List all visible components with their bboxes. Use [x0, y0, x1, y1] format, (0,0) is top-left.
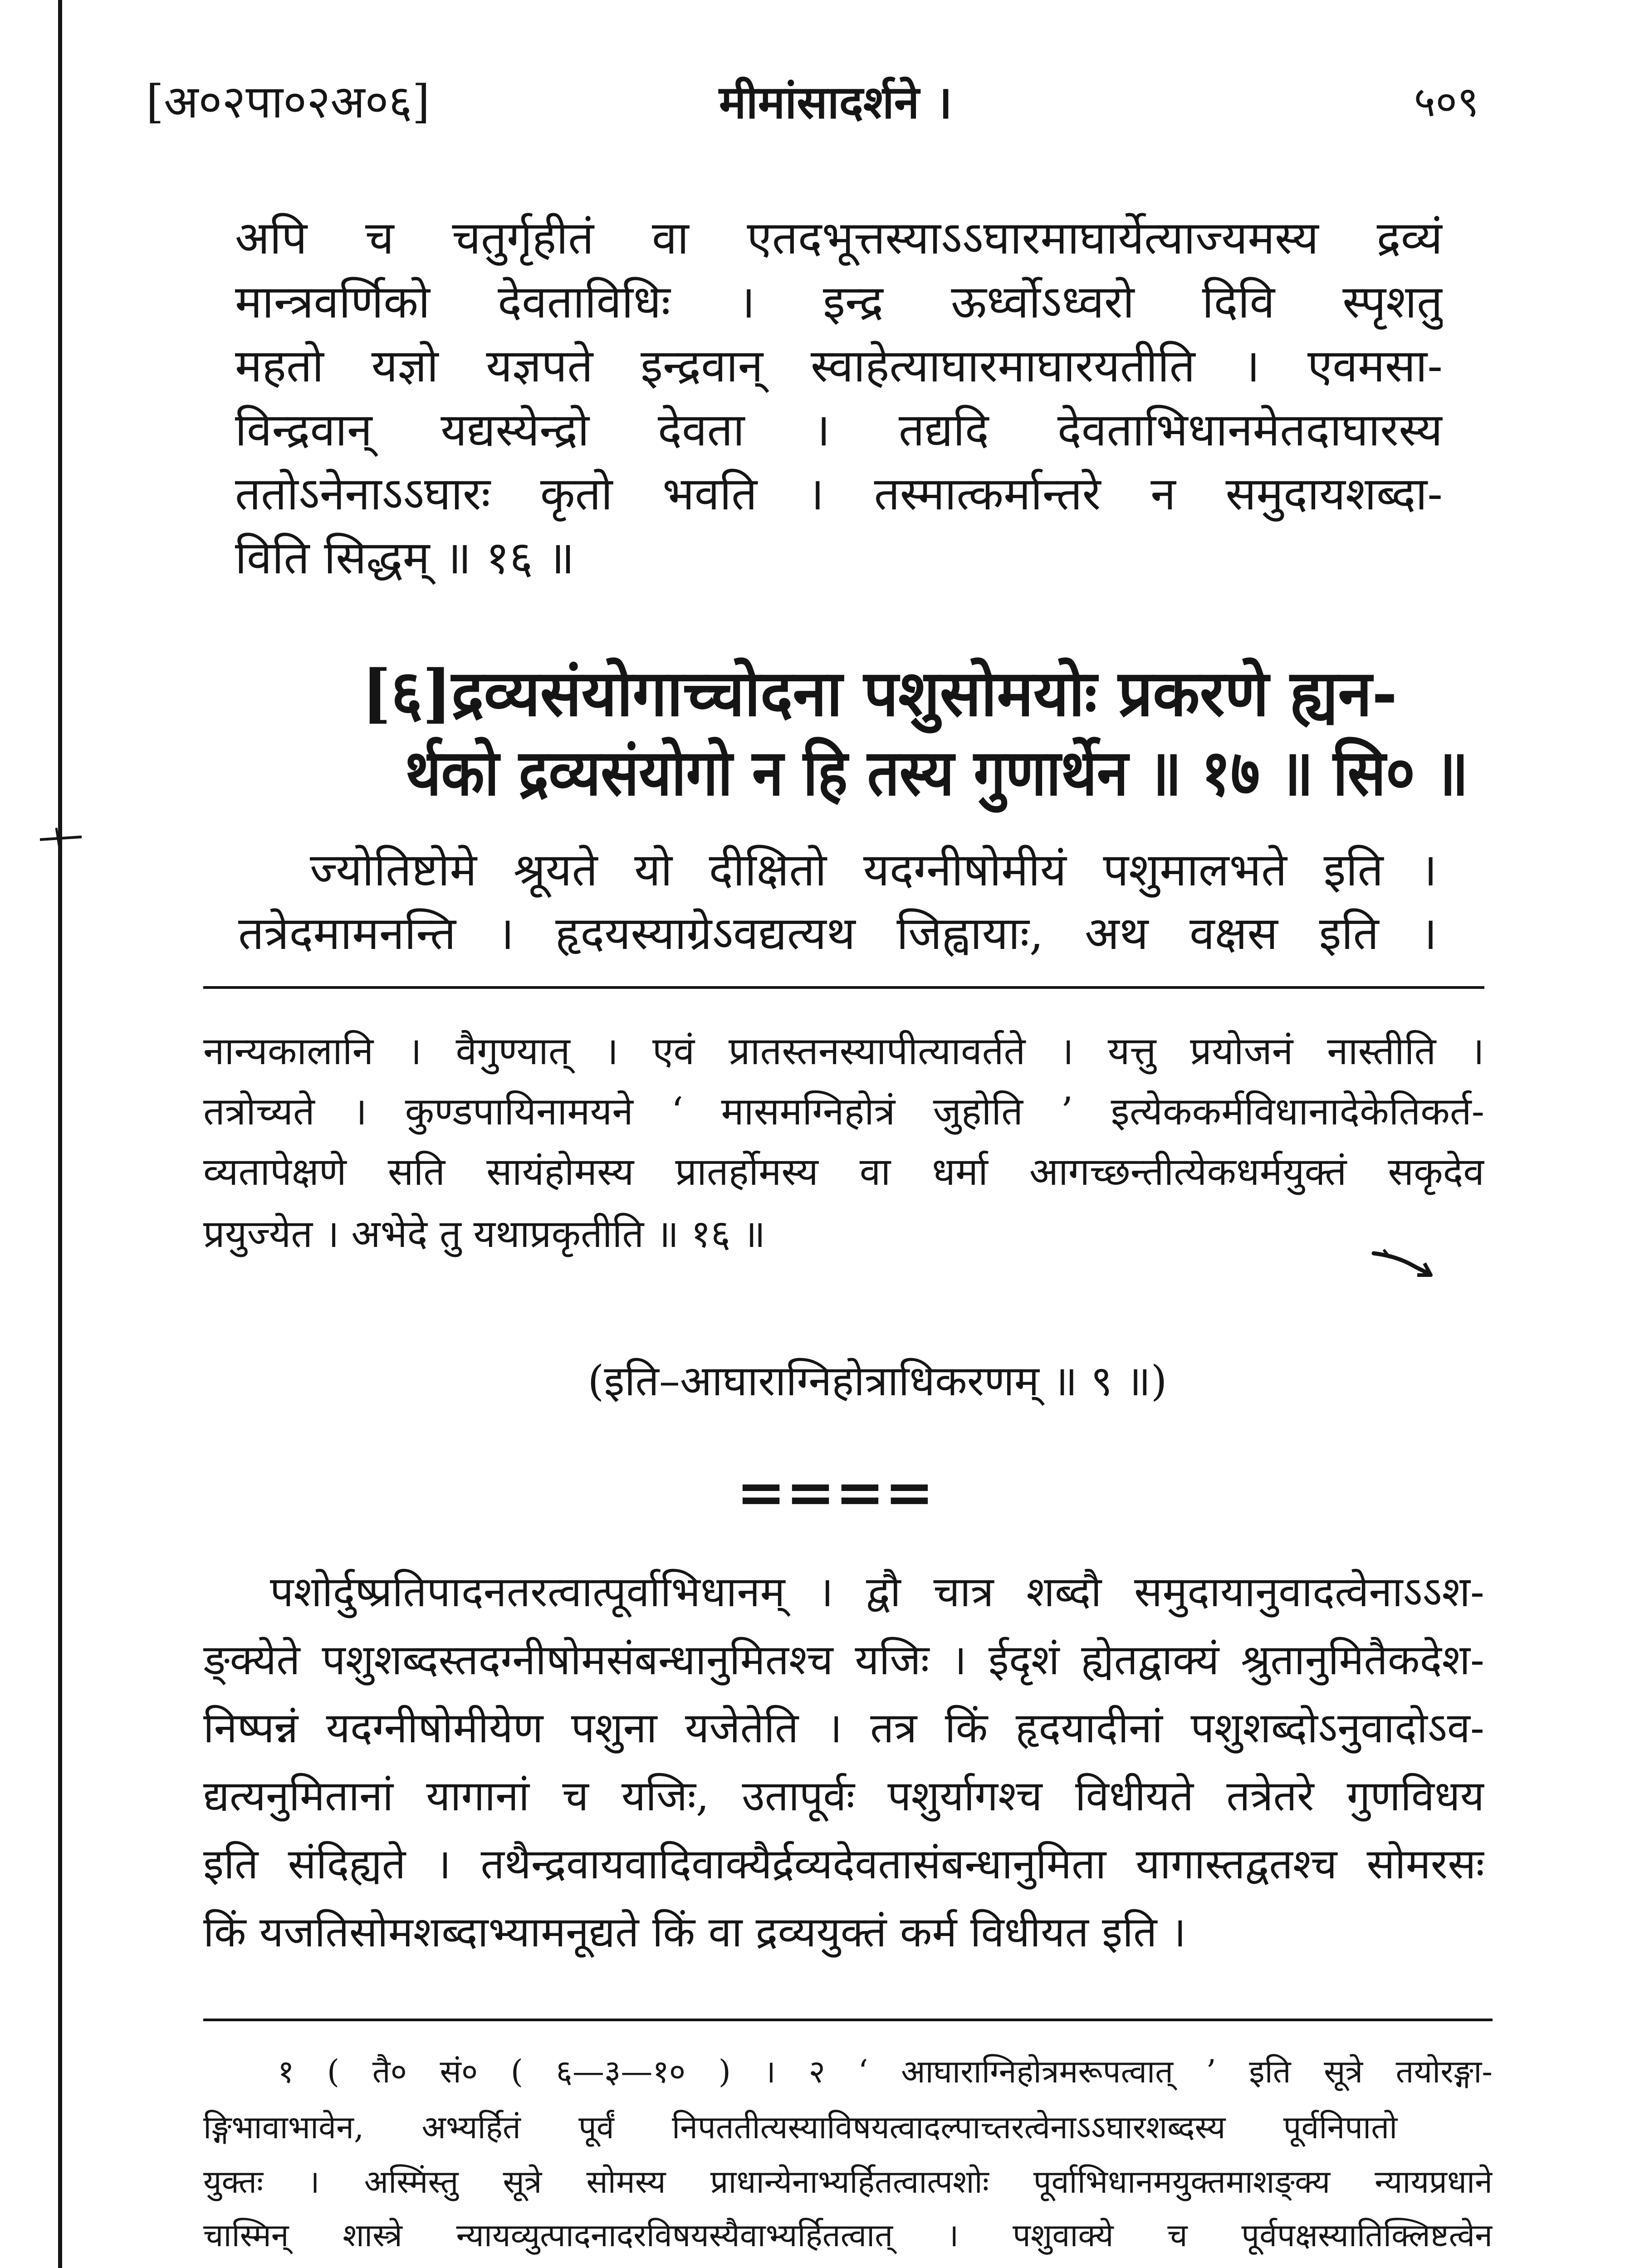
tika-line — [203, 1083, 1484, 1140]
line-text: मान्त्रवर्णिको देवताविधिः । इन्द्र ऊर्ध्वोऽध्वरो दिवि स्पृशतु — [235, 275, 1443, 328]
running-head-title — [609, 73, 1062, 132]
line-text: ङ्क्येते पशुशब्दस्तदग्नीषोमसंबन्धानुमितश्च यजिः । ईदृशं ह्येतद्वाक्यं श्रुतानुमितैकदेश- — [203, 1636, 1484, 1684]
footnote-line — [203, 2157, 1493, 2207]
page-number-text: ५०९ — [1414, 78, 1479, 126]
tika-line — [203, 1696, 1484, 1760]
line-text: युक्तः । अस्मिंस्तु सूत्रे सोमस्य प्राधान्येनाभ्यर्हितत्वात्पशोः पूर्वाभिधानमयुक्तमाशङ्क्य न्यायप्रधाने — [203, 2163, 1493, 2200]
sutra-line — [405, 733, 1468, 813]
tika-line — [203, 1023, 1484, 1080]
line-text: विन्द्रवान् यद्यस्येन्द्रो देवता । तद्यदि देवताभिधानमेतदाघारस्य — [235, 403, 1443, 456]
footnote-line — [203, 2102, 1493, 2152]
commentary-line — [235, 206, 1443, 270]
commentary-line — [235, 398, 1443, 462]
line-text: किं यजतिसोमशब्दाभ्यामनूद्यते किं वा द्रव्ययुक्तं कर्म विधीयत इति । — [203, 1908, 1186, 1956]
tika-line — [203, 1628, 1484, 1692]
footnote-line — [203, 2210, 1493, 2260]
text-divider-rule — [203, 986, 1484, 989]
line-text: निष्पन्नं यदग्नीषोमीयेण पशुना यजेतेति । तत्र किं हृदयादीनां पशुशब्दोऽनुवादोऽव- — [203, 1704, 1484, 1752]
tika-line — [203, 1765, 1484, 1828]
left-margin-border-line — [58, 0, 62, 2268]
line-text: पशोर्दुष्प्रतिपादनतरत्वात्पूर्वाभिधानम् । द्वौ चात्र शब्दौ समुदायानुवादत्वेनाऽऽश- — [270, 1568, 1484, 1616]
tika-line — [203, 1901, 1484, 1964]
running-head-section-ref — [146, 73, 600, 132]
line-text: विति सिद्धम् ॥ १६ ॥ — [235, 531, 575, 584]
adhikarana-end-text: (इति–आघाराग्निहोत्राधिकरणम् ॥ ९ ॥) — [587, 1357, 1167, 1405]
section-divider — [699, 1463, 971, 1522]
line-text: चास्मिन् शास्त्रे न्यायव्युत्पादनादरविषयस्यैवाभ्यर्हितत्वात् । पशुवाक्ये च पूर्वपक्षस्यातिक्लिष्टत्वेन — [203, 2217, 1493, 2254]
page-number — [1343, 73, 1479, 132]
line-text: द्यत्यनुमितानां यागानां च यजिः, उतापूर्वः पशुर्यागश्च विधीयते तत्रेतरे गुणविधय — [203, 1772, 1484, 1820]
tika-line — [270, 1560, 1484, 1624]
line-text: ङ्गिभावाभावेन, अभ्यर्हितं पूर्वं निपततीत्यस्याविषयत्वादल्पाच्तरत्वेनाऽऽघारशब्दस्य पूर्वनिपातो — [203, 2109, 1398, 2146]
line-text: व्यतापेक्षणे सति सायंहोमस्य प्रातर्होमस्य वा धर्मा आगच्छन्तीत्येकधर्मयुक्तं सकृदेव — [203, 1149, 1484, 1194]
sutra-text: र्थको द्रव्यसंयोगो न हि तस्य गुणार्थेन ॥ १७ ॥ सि० ॥ — [405, 736, 1468, 810]
handwritten-arrow-mark — [1370, 1245, 1438, 1281]
line-text: महतो यज्ञो यज्ञपते इन्द्रवान् स्वाहेत्याघारमाघारयतीति । एवमसा- — [235, 339, 1443, 392]
margin-tick-mark — [38, 823, 83, 855]
footnote-line — [203, 2264, 1493, 2268]
line-text: प्रयुज्येत । अभेदे तु यथाप्रकृतीति ॥ १६ ॥ — [203, 1212, 766, 1256]
commentary-line — [235, 270, 1443, 334]
line-text: १ ( तै० सं० ( ६—३—१० ) । २ ‘ आघाराग्निहोत्रमरूपत्वात् ’ इति सूत्रे तयोरङ्गा- — [278, 2053, 1493, 2090]
section-ref-text: [अ०२पा०२अ०६] — [146, 75, 430, 128]
tika-line — [203, 1206, 1484, 1262]
tika-line — [203, 1833, 1484, 1896]
commentary-line — [235, 526, 1443, 590]
footnote-line — [278, 2047, 1493, 2097]
line-text: तत्रोच्यते । कुण्डपायिनामयने ‘ मासमग्निहोत्रं जुहोति ’ इत्येककर्मविधानादेकेतिकर्त- — [203, 1089, 1484, 1134]
line-text: इति संदिह्यते । तथैन्द्रवायवादिवाक्यैर्द्रव्यदेवतासंबन्धानुमिता यागास्तद्वतश्च सोमरसः — [203, 1840, 1484, 1888]
section-divider-text: ==== — [736, 1463, 934, 1522]
line-text: तत्रेदमामनन्ति । हृदयस्याग्रेऽवद्यत्यथ जिह्वायाः, अथ वक्षस इति । — [238, 907, 1437, 960]
commentary-line — [235, 334, 1443, 398]
tika-line — [203, 1144, 1484, 1200]
line-text: अपि च चतुर्गृहीतं वा एतदभूत्तस्याऽऽघारमाघार्येत्याज्यमस्य द्रव्यं — [235, 211, 1443, 264]
line-text: ज्योतिष्टोमे श्रूयते यो दीक्षितो यदग्नीषोमीयं पशुमालभते इति । — [310, 843, 1437, 896]
adhikarana-end-line — [236, 1352, 1519, 1411]
footnote-divider-rule — [203, 2019, 1493, 2021]
title-text: मीमांसादर्शने । — [719, 75, 953, 129]
line-text: ततोऽनेनाऽऽघारः कृतो भवति । तस्मात्कर्मान्तरे न समुदायशब्दा- — [235, 467, 1443, 520]
bhashya-line — [310, 838, 1437, 902]
line-text: नान्यकालानि । वैगुण्यात् । एवं प्रातस्तनस्यापीत्यावर्तते । यत्तु प्रयोजनं नास्तीति । — [203, 1029, 1484, 1073]
sutra-text: [६]द्रव्यसंयोगाच्चोदना पशुसोमयोः प्रकरणे ह्यन- — [362, 656, 1397, 731]
bhashya-line — [238, 902, 1437, 965]
commentary-line — [235, 462, 1443, 526]
sutra-line — [362, 654, 1397, 733]
